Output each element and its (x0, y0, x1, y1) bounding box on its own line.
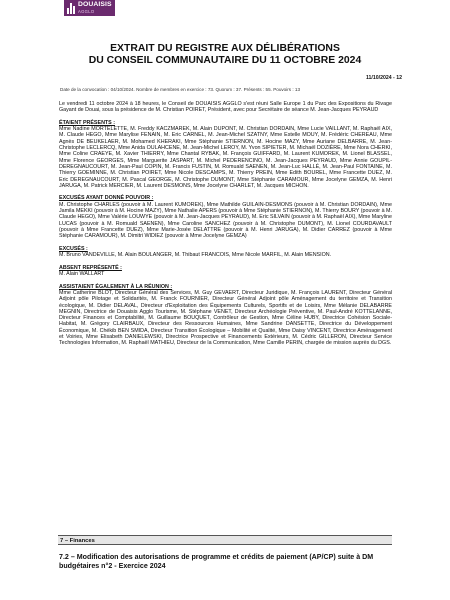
douaisis-agglo-logo (64, 0, 115, 16)
excuses-heading: EXCUSÉS : (59, 245, 88, 252)
logo-name: DOUAISIS (78, 1, 112, 8)
absent-heading: ABSENT REPRÉSENTÉ : (59, 264, 122, 271)
excuses-pouvoir-list: M. Christophe CHARLES (pouvoir à M. Laurent KUMOREK), Mme Mathilde GUILAIN-DESMONS (pouvoir à M. Christian DORDAIN), Mme Jamila MEKKI (pouvoir à M. Hocine MAZY), Mme Nathalie APERS (pouvoir à Mme Stéphanie STIERNON), M. Thierry BOURY (pouvoir à M. Claude HEGO), Mme Valérie LOUWYE (pouvoir à M. Jean-Jacques PEYRAUD), M. Eric SILVAIN (pouvoir à M. Raphaël AIX), Mme Maryline LUCAS (pouvoir à M. Romuald SAENEN), Mme Caroline SANCHEZ (pouvoir à M. Christophe DUMONT), M. Lionel COURDAVAULT (pouvoir à Mme Francette DUEZ), Mme Marie-Josée DELATTRE (pouvoir à M. Henri JARUGA), M. Didier CARREZ (pouvoir à Mme Stéphanie CARAMOUR), M. Dimitri WIDIEZ (pouvoir à Mme Jocelyne GEMZA) (59, 201, 392, 240)
document-title-line2: DU CONSEIL COMMUNAUTAIRE DU 11 OCTOBRE 2024 (88, 55, 362, 66)
minutes-body (59, 101, 392, 353)
presents-heading: ÉTAIENT PRÉSENTS : (59, 119, 116, 126)
logo-bars-icon (67, 3, 76, 14)
assistaient-heading: ASSISTAIENT ÉGALEMENT À LA RÉUNION : (59, 283, 173, 290)
deliberation-reference: 11/10/2024 - 12 (365, 75, 402, 81)
section-heading-finances: 7 – Finances (58, 535, 392, 545)
assistaient-list: Mme Catherine BLOT, Directeur Général des Services, M. Guy GEVAERT, Directeur Juridique, M. François LAURENT, Directeur Général Adjoint pôle Pilotage et Solidarités, M. Franck FOURNIER, Directeur Général Adjoint pôle Aménagement du territoire et Transition écologique, M. Didier DELAVAL, Directeur d'Exploitation des Équipements Culturels, Sportifs et de Loisirs, Mme Mélanie DELABARRE MEGNIN, Directrice de Douaisis Agglo Tourisme, M. Stéphane VENET, Directeur Archéologie Préventive, M. Paul-André KOTTELANNE, Directeur Finances et Comptabilité, M. Guillaume BOUQUET, Contrôleur de Gestion, Mme Céline HUBY, Directrice Cohésion Sociale-Habitat, M. Grégory CLAIRBAUX, Directeur des Ressources Humaines, Mme Sandrine DANSETTE, Directrice du Développement Économique, M. Chékib BEN SMIDA, Directeur Transition Écologique – Mobilité et Qualité, Mme Daisy VINCENT, Directrice Aménagement et Voiries, Mme Elisabeth DANIELEWSKI, Directrice Prospective et Financements Extérieurs, M. Cédric GILLERON, Directeur Service Technologies Information, M. Raphaël MATHIEU, Directeur de la Communication, Mme Camille PERIN, chargée de mission auprès du DGS. (59, 289, 392, 347)
intro-paragraph: Le vendredi 11 octobre 2024 à 18 heures, le Conseil de DOUAISIS AGGLO s'est réuni Salle Europe 1 du Parc des Expositions du Rivage Gayant de Douai, sous la présidence de M. Christian POIRET, Président, avec pour Secrétaire de séance M. Jean-Jacques PEYRAUD (59, 101, 392, 114)
excuses-list: M. Bruno VANDEVILLE, M. Alain BOULANGER, M. Thibaut FRANCOIS, Mme Nicole MARFIL, M. Alain MENSION. (59, 252, 332, 259)
logo-subtitle: AGGLO (78, 8, 95, 14)
convocation-summary: Date de la convocation : 04/10/2024. Nombre de membres en exercice : 73. Quorum : 37. Présents : 55. Pouvoirs : 13 (60, 87, 301, 92)
presents-list: Mme Nadine MORTELETTE, M. Freddy KACZMAREK, M. Alain DUPONT, M. Christian DORDAIN, Mme Lucie VAILLANT, M. Raphaël AIX, M. Claude HEGO, Mme Marylise FENAIN, M. Eric CARNEL, M. Jean-Michel SZATNY, Mme Estelle MOUY, M. Frédéric CHEREAU, Mme Agnès DE BEUKELAER, M. Mohamed KHERAKI, Mme Stéphanie STIERNON, M. Hocine MAZY, Mme Auriane DELBARRE, M. Jean-Christophe LECLERCQ, Mme Anida OULAHCENE, M. Jean-Michel LEROY, M. Yvon SIPIETER, M. Michaël DOZIÈRE, Mme Nora CHERKI, Mme Coline CRAEYE, M. Xavier THIERRY, Mme Chantal RYBAK, M. François GUIFFARD, M. Laurent KUMOREK, M. Lionel BLASSEL, Mme Florence GEORGES, Mme Marguerite JASPART, M. Michel PEDERENCINO, M. Jean-Jacques PEYRAUD, Mme Annie GOUPIL-DEREGNAUCOURT, M. Jean-Paul COPIN, M. Francis FUSTIN, M. Romuald SAENEN, M. Jean-Luc HALLÉ, M. Jean-Paul FONTAINE, M. Thierry GOEMINNE, M. Christian POIRET, Mme Nicole DESCAMPS, M. Thierry PREIN, Mme Edith BOUREL, Mme Francette DUEZ, M. Eric DEREGNAUCOURT, M. Pascal GEORGE, M. Christophe DUMONT, Mme Stéphanie CARAMOUR, Mme Jocelyne GEMZA, M. Henri JARUGA, M. Patrick MERCIER, M. Laurent DESMONS, Mme Jocelyne CHARLET, M. Jacques MICHON. (59, 126, 392, 189)
deliberation-title: 7.2 – Modification des autorisations de programme et crédits de paiement (AP/CP) suite à DM budgétaires n°2 - Exercice 2024 (59, 553, 374, 570)
absent-list: M. Alain WALLART (59, 271, 105, 278)
excuses-pouvoir-heading: EXCUSÉS AYANT DONNÉ POUVOIR : (59, 195, 154, 202)
document-title-line1: EXTRAIT DU REGISTRE AUX DÉLIBÉRATIONS (110, 43, 340, 54)
